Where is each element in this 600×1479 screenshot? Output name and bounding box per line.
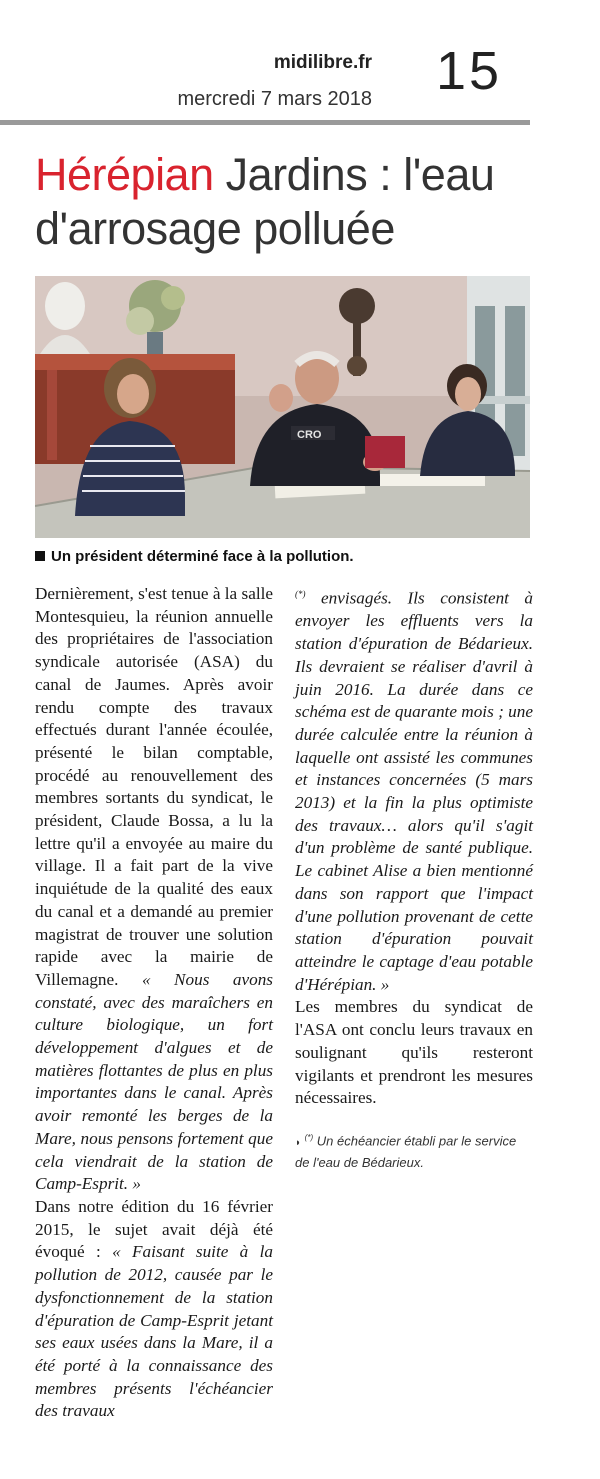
- quote-2-end: envisagés. Ils consistent à envoyer les effluents vers la station d'épuration de Bédarieux. Ils devraient se réaliser d'avril à juin 2016. La durée dans ce schéma est de quarante mois ; une durée calculée entre la réunion à laquelle ont assisté les communes et instances concernées (5 mars 2013) et la fin la plus optimiste des travaux… alors qu'il s'agit d'un problème de santé publique. Le cabinet Alise a bien mentionné dans son rapport que l'impact d'une pollution provenant de cette station d'épuration pouvait atteindre le captage d'eau potable d'Hérépian. »: [295, 588, 534, 994]
- svg-text:CRO: CRO: [297, 429, 322, 441]
- article-paragraph-1: [35, 583, 273, 1196]
- footnote-marker-icon: ◗: [295, 1137, 302, 1149]
- footnote-text: Un échéancier établi par le service de l'eau de Bédarieux.: [295, 1133, 517, 1171]
- publication-date: mercredi 7 mars 2018: [177, 88, 372, 110]
- footnote-mark: (*): [304, 1132, 314, 1142]
- headline: [35, 148, 555, 256]
- paragraph-1-text: Dernièrement, s'est tenue à la salle Montesquieu, la réunion annuelle des propriétaires de l'association syndicale autorisée (ASA) du canal de Jaumes. Après avoir rendu compte des travaux effectués durant l'année écoulée, présenté le bilan comptable, procédé au renouvellement des membres sortants du syndicat, le président, Claude Bossa, a lu la lettre qu'il a envoyée au maire du village. Il a fait part de la vive inquiétude de la qualité des eaux du canal et a demandé au premier magistrat de trouver une solution rapide avec la mairie de Villemagne.: [35, 584, 273, 989]
- article-paragraph-3: Les membres du syndicat de l'ASA ont conclu leurs travaux en soulignant qu'ils resteront vigilants et prendront les mesures nécessaires.: [295, 997, 533, 1108]
- headline-title-line2: d'arrosage polluée: [35, 203, 395, 254]
- article-paragraph-2-cont: [295, 583, 533, 996]
- article-photo: [35, 276, 530, 538]
- caption-square-icon: [35, 551, 45, 561]
- article-column-right-full: [295, 583, 533, 1173]
- headline-title-line1: Jardins : l'eau: [225, 149, 495, 200]
- page-number: 15: [436, 41, 503, 101]
- article-column-left: [35, 583, 273, 1423]
- site-name: midilibre.fr: [273, 52, 372, 73]
- quote-1: « Nous avons constaté, avec des maraîchers en culture biologique, un fort développement d'algues et de matières flottantes de plus en plus importantes dans le canal. Après avoir remonté les berges de la Mare, nous pensons fortement que cela viendrait de la station de Camp-Esprit. »: [35, 969, 273, 1194]
- article-paragraph-2: [35, 1196, 273, 1423]
- header-rule: [0, 120, 530, 125]
- caption-text: Un président déterminé face à la pollution.: [51, 548, 354, 565]
- photo-caption: [35, 548, 354, 565]
- footnote: [295, 1128, 533, 1173]
- paragraph-2-text: Dans notre édition du 16 février 2015, le sujet avait déjà été évoqué :: [35, 1196, 273, 1262]
- headline-place: Hérépian: [35, 149, 214, 200]
- footnote-ref-mark: (*): [295, 589, 306, 599]
- quote-2-start: « Faisant suite à la pollution de 2012, causée par le dysfonctionnement de la station d'épuration de Camp-Esprit jetant ses eaux usées dans la Mare, il a été porté à la connaissance des membres présents l'échéancier des travaux: [35, 1242, 273, 1421]
